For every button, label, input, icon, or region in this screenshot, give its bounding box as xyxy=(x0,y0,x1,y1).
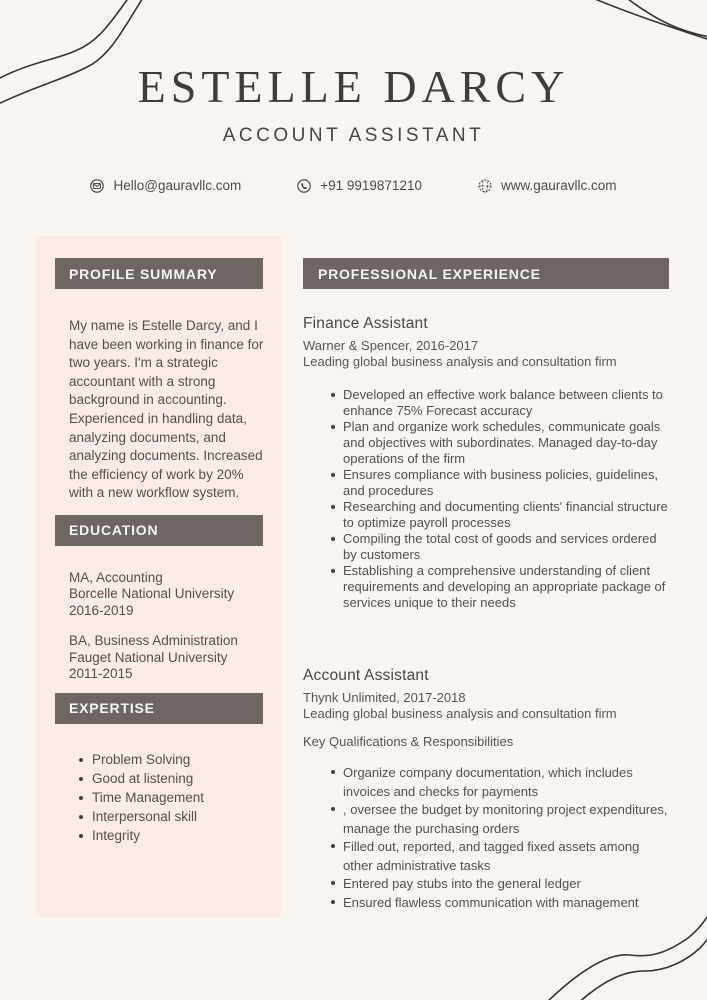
job-title: Account Assistant xyxy=(303,667,429,684)
envelope-icon xyxy=(90,179,104,193)
job-title: Finance Assistant xyxy=(303,315,428,332)
expertise-item: Interpersonal skill xyxy=(79,807,271,826)
job-bullet: Establishing a comprehensive understanding of client requirements and developing an appropriate package of services unique to their needs xyxy=(331,563,669,611)
bottom-right-flourish-icon xyxy=(577,930,707,1000)
job-entry-account-assistant xyxy=(303,667,669,912)
job-bullet: Filled out, reported, and tagged fixed assets among other administrative tasks xyxy=(331,838,669,875)
top-right-flourish-icon xyxy=(624,0,707,37)
job-bullet: Plan and organize work schedules, communicate goals and objectives with subordinates. Managed day-to-day operations of the firm xyxy=(331,419,669,467)
contact-website-value: www.gauravllc.com xyxy=(500,178,617,193)
job-bullet: Ensures compliance with business policies, guidelines, and procedures xyxy=(331,467,669,499)
education-entry xyxy=(69,633,271,683)
job-bullet-list xyxy=(331,764,669,912)
expertise-item: Time Management xyxy=(79,788,271,807)
qualifications-label: Key Qualifications & Responsibilities xyxy=(303,734,514,749)
contact-email-value: Hello@gauravllc.com xyxy=(113,178,242,193)
expertise-item: Problem Solving xyxy=(79,750,271,769)
education-school: Fauget National University xyxy=(69,649,228,665)
education-heading: EDUCATION xyxy=(55,515,263,546)
expertise-heading: EXPERTISE xyxy=(55,693,263,724)
globe-icon xyxy=(478,179,492,193)
contact-website xyxy=(478,178,617,193)
job-bullet: Ensured flawless communication with management xyxy=(331,894,669,913)
education-years: 2011-2015 xyxy=(69,666,133,682)
job-description: Leading global business analysis and consultation firm xyxy=(303,706,617,721)
job-bullet: Compiling the total cost of goods and services ordered by customers xyxy=(331,531,669,563)
expertise-item: Integrity xyxy=(79,826,271,845)
contact-row xyxy=(0,178,707,193)
job-bullet: Researching and documenting clients' financial structure to optimize payroll processes xyxy=(331,499,669,531)
education-entry xyxy=(69,570,271,620)
job-bullet: , oversee the budget by monitoring project expenditures, manage the purchasing orders xyxy=(331,801,669,838)
job-company: Warner & Spencer, 2016-2017 xyxy=(303,338,479,353)
top-right-flourish-icon xyxy=(588,0,707,40)
job-bullet-list xyxy=(331,387,669,611)
education-degree: BA, Business Administration xyxy=(69,633,238,649)
expertise-list xyxy=(79,750,271,845)
job-entry-finance-assistant xyxy=(303,315,669,611)
job-company: Thynk Unlimited, 2017-2018 xyxy=(303,690,466,705)
job-bullet: Organize company documentation, which includes invoices and checks for payments xyxy=(331,764,669,801)
candidate-name: ESTELLE DARCY xyxy=(137,61,570,112)
professional-experience-heading: PROFESSIONAL EXPERIENCE xyxy=(303,258,669,289)
education-list xyxy=(69,570,271,683)
sidebar xyxy=(36,236,281,917)
profile-summary-text: My name is Estelle Darcy, and I have been working in finance for two years. I'm a strategic accountant with a strong background in accounting. Experienced in handling data, analyzing documents, and analyzing documents. Increased the efficiency of work by 20% with a new workflow system. xyxy=(69,318,264,501)
experience-column xyxy=(303,258,669,912)
education-school: Borcelle National University xyxy=(69,586,235,602)
profile-summary-heading: PROFILE SUMMARY xyxy=(55,258,263,289)
job-bullet: Developed an effective work balance between clients to enhance 75% Forecast accuracy xyxy=(331,387,669,419)
contact-phone xyxy=(297,178,422,193)
candidate-job-title: ACCOUNT ASSISTANT xyxy=(222,125,485,146)
phone-icon xyxy=(297,179,311,193)
contact-email xyxy=(90,178,241,193)
job-bullet: Entered pay stubs into the general ledger xyxy=(331,875,669,894)
bottom-right-flourish-icon xyxy=(545,910,707,1000)
job-description: Leading global business analysis and consultation firm xyxy=(303,354,617,369)
contact-phone-value: +91 9919871210 xyxy=(320,178,422,193)
expertise-item: Good at listening xyxy=(79,769,271,788)
education-degree: MA, Accounting xyxy=(69,569,163,585)
education-years: 2016-2019 xyxy=(69,602,134,618)
